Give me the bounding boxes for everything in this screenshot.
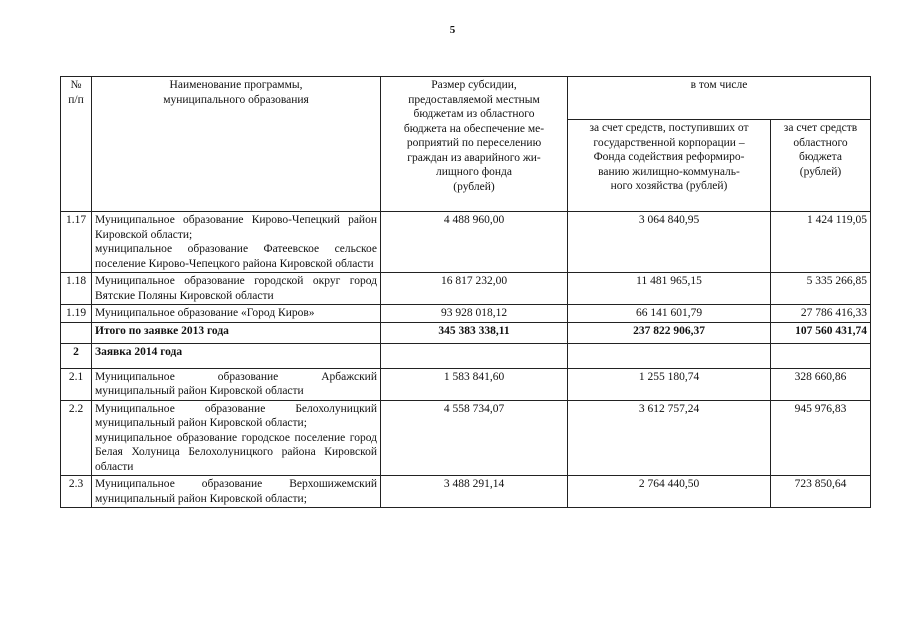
total-regional: 107 560 431,74 [771,322,871,343]
row-name [92,400,381,476]
row-name [92,212,381,273]
table-row [61,400,871,476]
row-regional: 1 424 119,05 [771,212,871,273]
row-regional: 945 976,83 [771,400,871,476]
row-name-line: муниципальное образование городское поселение город Белая Холуница Белохолуницкого района Кировской области [95,431,377,473]
table-row [61,305,871,323]
row-amount: 4 488 960,00 [381,212,568,273]
row-regional: 328 660,86 [771,368,871,400]
table-row [61,212,871,273]
row-fund: 11 481 965,15 [568,273,771,305]
row-amount: 16 817 232,00 [381,273,568,305]
row-name-line: Муниципальное образование Кирово-Чепецкий район Кировской области; [95,214,377,241]
section-num: 2 [61,343,92,368]
row-num: 1.18 [61,273,92,305]
row-num: 2.1 [61,368,92,400]
row-name-line: муниципальное образование Фатеевское сельское поселение Кирово-Чепецкого района Кировской области [95,243,377,270]
row-fund: 3 064 840,95 [568,212,771,273]
row-num: 1.17 [61,212,92,273]
header-amount: Размер субсидии, предоставляемой местным бюджетам из областного бюджета на обеспечение ме- роприятий по переселению граждан из аварийного жи- лищного фонда (рублей) [381,77,568,212]
row-name [92,476,381,508]
total-label: Итого по заявке 2013 года [92,322,381,343]
header-including: в том числе [568,77,871,120]
row-num: 2.2 [61,400,92,476]
total-amount: 345 383 338,11 [381,322,568,343]
row-name [92,305,381,323]
total-row-2013 [61,322,871,343]
section-empty [771,343,871,368]
row-amount: 3 488 291,14 [381,476,568,508]
row-fund: 1 255 180,74 [568,368,771,400]
header-name: Наименование программы, муниципального образования [92,77,381,212]
section-empty [381,343,568,368]
row-fund: 2 764 440,50 [568,476,771,508]
row-name [92,273,381,305]
row-fund: 66 141 601,79 [568,305,771,323]
table-header-row [61,77,871,120]
table-row [61,476,871,508]
row-name [92,368,381,400]
header-fund: за счет средств, поступивших от государственной корпорации – Фонда содействия реформиро- ванию жилищно-коммуналь- ного хозяйства (рублей) [568,120,771,212]
page-number: 5 [449,24,456,36]
row-name-line: Муниципальное образование Белохолуницкий муниципальный район Кировской области; [95,402,377,429]
section-row-2014 [61,343,871,368]
row-amount: 4 558 734,07 [381,400,568,476]
table-row [61,273,871,305]
row-name-line: Муниципальное образование «Город Киров» [95,307,315,319]
section-empty [568,343,771,368]
header-num: № п/п [61,77,92,212]
section-label: Заявка 2014 года [92,343,381,368]
row-fund: 3 612 757,24 [568,400,771,476]
row-name-line: Муниципальное образование Арбажский муниципальный район Кировской области [95,370,377,397]
row-name-line: Муниципальное образование городской округ город Вятские Поляны Кировской области [95,275,377,302]
header-regional: за счет средств областного бюджета (рублей) [771,120,871,212]
row-amount: 93 928 018,12 [381,305,568,323]
subsidy-table [60,76,871,508]
total-fund: 237 822 906,37 [568,322,771,343]
row-regional: 723 850,64 [771,476,871,508]
row-regional: 5 335 266,85 [771,273,871,305]
row-amount: 1 583 841,60 [381,368,568,400]
table-row [61,368,871,400]
row-name-line: Муниципальное образование Верхошижемский муниципальный район Кировской области; [95,478,377,505]
row-num: 1.19 [61,305,92,323]
row-num: 2.3 [61,476,92,508]
total-num [61,322,92,343]
row-regional: 27 786 416,33 [771,305,871,323]
